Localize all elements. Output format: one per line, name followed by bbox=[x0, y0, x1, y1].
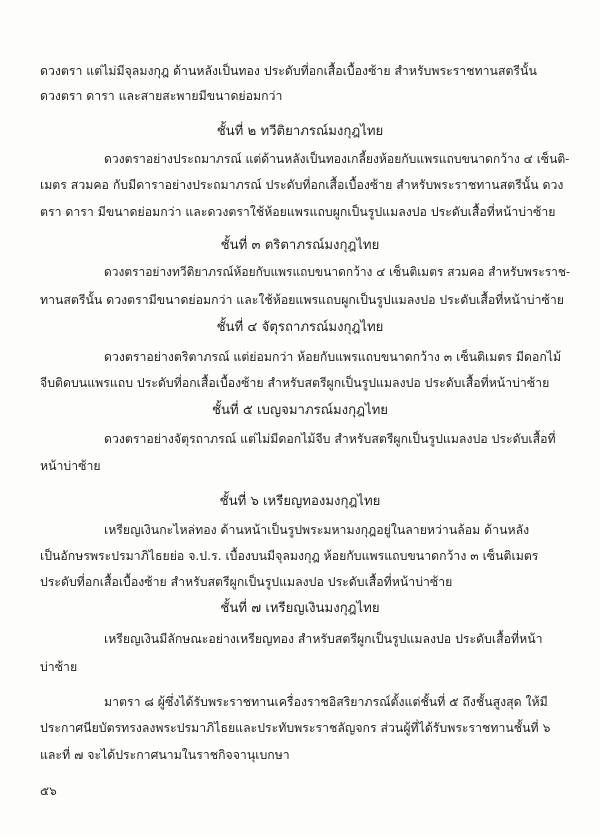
article-line: มาตรา ๘ ผู้ซึ่งได้รับพระราชทานเครื่องราชอิสริยาภรณ์ตั้งแต่ชั้นที่ ๕ ถึงชั้นสูงสุด ให้มี bbox=[104, 695, 548, 709]
body-line: ดวงตราอย่างทวีติยาภรณ์ห้อยกับแพรแถบขนาดกว้าง ๔ เซ็นติเมตร สวมคอ สำหรับพระราช- bbox=[104, 265, 571, 279]
page-number: ๕๖ bbox=[40, 784, 57, 798]
body-line: ตรา ดารา มีขนาดย่อมกว่า และดวงตราใช้ห้อยแพรแถบผูกเป็นรูปแมลงปอ ประดับเสื้อที่หน้าบ่าซ้าย bbox=[40, 205, 556, 219]
body-line: ดวงตราอย่างประถมาภรณ์ แต่ด้านหลังเป็นทองเกลี้ยงห้อยกับแพรแถบขนาดกว้าง ๔ เซ็นติ- bbox=[104, 152, 570, 166]
body-line: ประดับที่อกเสื้อเบื้องซ้าย สำหรับสตรีผูกเป็นรูปแมลงปอ ประดับเสื้อที่หน้าบ่าซ้าย bbox=[40, 575, 453, 589]
section-heading: ชั้นที่ ๖ เหรียญทองมงกุฎไทย bbox=[219, 494, 381, 509]
section-heading: ชั้นที่ ๒ ทวีติยาภรณ์มงกุฎไทย bbox=[216, 124, 384, 139]
article-line: และที่ ๗ จะได้ประกาศนามในราชกิจจานุเบกษา bbox=[40, 748, 290, 762]
body-line: บ่าซ้าย bbox=[40, 660, 78, 674]
section-heading: ชั้นที่ ๓ ตริตาภรณ์มงกุฎไทย bbox=[220, 238, 380, 253]
body-line: เมตร สวมคอ กับมีดาราอย่างประถมาภรณ์ ประดับที่อกเสื้อเบื้องซ้าย สำหรับพระราชทานสตรีนั้น ดวง bbox=[40, 178, 564, 192]
body-line: ดวงตรา ดารา และสายสะพายมีขนาดย่อมกว่า bbox=[40, 89, 283, 103]
body-line: ดวงตราอย่างจัตุรถาภรณ์ แต่ไม่มีดอกไม้จีบ สำหรับสตรีผูกเป็นรูปแมลงปอ ประดับเสื้อที่ bbox=[104, 432, 556, 446]
section-heading: ชั้นที่ ๕ เบญจมาภรณ์มงกุฎไทย bbox=[212, 403, 388, 418]
section-heading: ชั้นที่ ๗ เหรียญเงินมงกุฎไทย bbox=[220, 601, 380, 616]
section-heading: ชั้นที่ ๔ จัตุรถาภรณ์มงกุฎไทย bbox=[216, 320, 384, 335]
body-line: เหรียญเงินกะไหล่ทอง ด้านหน้าเป็นรูปพระมหามงกุฎอยู่ในลายหว่านล้อม ด้านหลัง bbox=[104, 523, 530, 537]
body-line: เป็นอักษรพระปรมาภิไธยย่อ จ.ป.ร. เบื้องบนมีจุลมงกุฎ ห้อยกับแพรแถบขนาดกว้าง ๓ เซ็นติเมตร bbox=[40, 549, 539, 563]
body-line: จีบติดบนแพรแถบ ประดับที่อกเสื้อเบื้องซ้าย สำหรับสตรีผูกเป็นรูปแมลงปอ ประดับเสื้อที่หน้าบ่าซ้าย bbox=[40, 376, 550, 390]
body-line: ทานสตรีนั้น ดวงตรามีขนาดย่อมกว่า และใช้ห้อยแพรแถบผูกเป็นรูปแมลงปอ ประดับเสื้อที่หน้าบ่าซ้าย bbox=[40, 293, 564, 307]
body-line: ดวงตรา แต่ไม่มีจุลมงกุฎ ด้านหลังเป็นทอง ประดับที่อกเสื้อเบื้องซ้าย สำหรับพระราชทานสตรีนั้น bbox=[40, 64, 537, 78]
article-line: ประกาศนียบัตรทรงลงพระปรมาภิไธยและประทับพระราชลัญจกร ส่วนผู้ที่ได้รับพระราชทานชั้นที่ ๖ bbox=[40, 721, 551, 735]
body-line: หน้าบ่าซ้าย bbox=[40, 459, 101, 473]
body-line: ดวงตราอย่างตริตาภรณ์ แต่ย่อมกว่า ห้อยกับแพรแถบขนาดกว้าง ๓ เซ็นติเมตร มีดอกไม้ bbox=[104, 350, 562, 364]
body-line: เหรียญเงินมีลักษณะอย่างเหรียญทอง สำหรับสตรีผูกเป็นรูปแมลงปอ ประดับเสื้อที่หน้า bbox=[104, 632, 543, 646]
